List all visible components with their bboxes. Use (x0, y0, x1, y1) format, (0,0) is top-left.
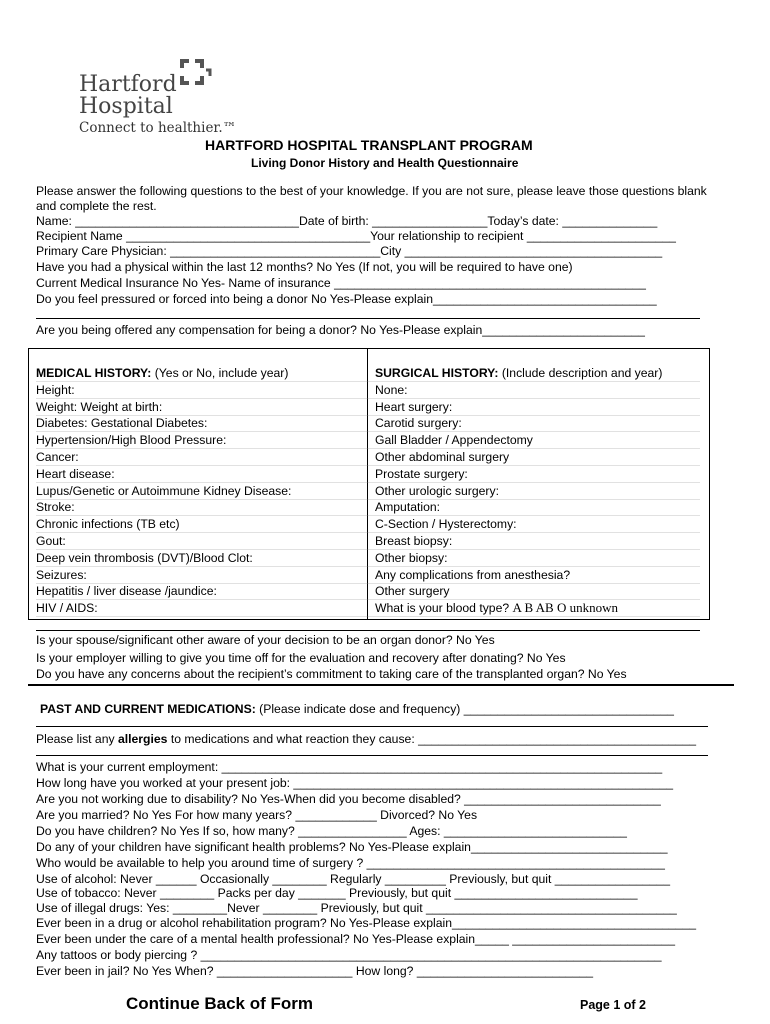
medical-history-row[interactable]: Hepatitis / liver disease /jaundice: (36, 584, 217, 599)
surgical-history-row[interactable]: Prostate surgery: (375, 466, 468, 481)
insurance-field[interactable]: Current Medical Insurance No Yes- Name of insurance ______________________________________________ (36, 276, 646, 290)
medical-history-row[interactable]: Stroke: (36, 500, 75, 515)
divider-line (36, 726, 708, 727)
divider-line (36, 318, 700, 319)
medical-history-title: MEDICAL HISTORY: (36, 366, 152, 380)
surgical-history-heading (375, 366, 662, 380)
tattoos-field[interactable]: Any tattoos or body piercing ? ____________________________________________________________________ (36, 948, 662, 962)
medical-history-heading (36, 366, 288, 380)
table-row-rule (36, 532, 700, 533)
surgical-history-row[interactable]: Other abdominal surgery (375, 450, 510, 464)
intro-line-1: Please answer the following questions to the best of your knowledge. If you are not sure, please leave those questions blank (36, 184, 707, 198)
table-row-rule (36, 482, 700, 483)
table-row-rule (36, 415, 700, 416)
married-question[interactable]: Are you married? No Yes For how many years? ____________ Divorced? No Yes (36, 808, 478, 822)
allergies-label-bold: allergies (117, 732, 168, 746)
surgical-history-note: (Include description and year) (498, 366, 663, 380)
name-dob-date-field[interactable]: Name: _________________________________Date of birth: _________________Today’s date: ______________ (36, 214, 658, 228)
table-row-rule (36, 566, 700, 567)
surgical-history-row[interactable]: Heart surgery: (375, 399, 453, 414)
table-row-rule (36, 381, 700, 382)
medical-history-note: (Yes or No, include year) (151, 366, 289, 380)
surgical-history-row[interactable]: Other biopsy: (375, 550, 448, 565)
medical-history-row[interactable]: Seizures: (36, 567, 87, 582)
surgery-helper-field[interactable]: Who would be available to help you around time of surgery ? ____________________________________________ (36, 856, 665, 870)
medications-field[interactable] (40, 702, 674, 716)
table-row-rule (36, 549, 700, 550)
page-title: HARTFORD HOSPITAL TRANSPLANT PROGRAM (205, 137, 533, 153)
allergies-label-pre: Please list any (36, 732, 118, 746)
blood-type-question[interactable] (375, 601, 618, 615)
section-divider (28, 684, 734, 686)
medical-history-row[interactable]: Heart disease: (36, 466, 115, 481)
surgical-history-row[interactable]: Amputation: (375, 500, 441, 515)
table-column-divider (367, 348, 368, 620)
alcohol-use-field[interactable]: Use of alcohol: Never ______ Occasionally ________ Regularly _________ Previously, but quit _________________ (36, 872, 670, 886)
surgical-history-row[interactable]: Other surgery (375, 584, 450, 599)
compensation-question[interactable]: Are you being offered any compensation for being a donor? No Yes-Please explain________________________ (36, 323, 645, 337)
medical-history-row[interactable]: Hypertension/High Blood Pressure: (36, 433, 227, 448)
table-row-rule (36, 448, 700, 449)
hospital-mark-icon (178, 58, 212, 92)
medical-history-row[interactable]: Height: (36, 382, 75, 397)
table-row-rule (36, 499, 700, 500)
table-row-rule (36, 515, 700, 516)
employer-time-off-question[interactable]: Is your employer willing to give you time off for the evaluation and recovery after donating? No Yes (36, 651, 566, 665)
table-row-rule (36, 465, 700, 466)
medical-history-row[interactable]: Chronic infections (TB etc) (36, 517, 180, 532)
children-question[interactable]: Do you have children? No Yes If so, how many? ________________ Ages: ___________________________ (36, 824, 627, 838)
page-number: Page 1 of 2 (580, 998, 646, 1012)
page-subtitle: Living Donor History and Health Questionnaire (251, 156, 519, 170)
surgical-history-row[interactable]: C-Section / Hysterectomy: (375, 517, 517, 532)
divider-line (36, 630, 700, 631)
job-duration-field[interactable]: How long have you worked at your present job: ________________________________________________________ (36, 776, 674, 790)
disability-question[interactable]: Are you not working due to disability? No Yes-When did you become disabled? _____________________________ (36, 792, 661, 806)
recipient-name-field[interactable]: Recipient Name ____________________________________Your relationship to recipient ______________________ (36, 229, 676, 243)
jail-question[interactable]: Ever been in jail? No Yes When? ____________________ How long? __________________________ (36, 964, 594, 978)
medical-history-row[interactable]: Weight: Weight at birth: (36, 399, 163, 414)
children-health-question[interactable]: Do any of your children have significant health problems? No Yes-Please explain_____________________________ (36, 840, 668, 854)
physical-exam-question[interactable]: Have you had a physical within the last 12 months? No Yes (If not, you will be required to have one) (36, 260, 573, 274)
intro-line-2: and complete the rest. (36, 199, 157, 213)
surgical-history-row[interactable]: Other urologic surgery: (375, 483, 499, 498)
surgical-history-title: SURGICAL HISTORY: (375, 366, 499, 380)
table-row-rule (36, 583, 700, 584)
mental-health-question[interactable]: Ever been under the care of a mental health professional? No Yes-Please explain_____ ________________________ (36, 932, 675, 946)
pressured-donor-question[interactable]: Do you feel pressured or forced into being a donor No Yes-Please explain_________________________________ (36, 292, 657, 306)
allergies-label-post: to medications and what reaction they cause: _________________________________________ (167, 732, 697, 746)
medical-history-row[interactable]: Gout: (36, 534, 66, 548)
medications-heading: PAST AND CURRENT MEDICATIONS: (40, 702, 256, 716)
medical-history-row[interactable]: Lupus/Genetic or Autoimmune Kidney Disease: (36, 483, 292, 498)
surgical-history-row[interactable]: Any complications from anesthesia? (375, 567, 571, 582)
medical-history-row[interactable]: Cancer: (36, 450, 79, 464)
spouse-aware-question[interactable]: Is your spouse/significant other aware of your decision to be an organ donor? No Yes (36, 633, 495, 647)
surgical-history-row[interactable]: Gall Bladder / Appendectomy (375, 433, 533, 448)
tobacco-use-field[interactable]: Use of tobacco: Never ________ Packs per day _______ Previously, but quit ___________________________ (36, 886, 638, 900)
surgical-history-row[interactable]: None: (375, 382, 408, 397)
rehab-question[interactable]: Ever been in a drug or alcohol rehabilitation program? No Yes-Please explain____________________________________ (36, 916, 696, 930)
medical-history-row[interactable]: Diabetes: Gestational Diabetes: (36, 416, 208, 431)
surgical-history-row[interactable]: Carotid surgery: (375, 416, 462, 431)
divider-line (36, 755, 708, 756)
logo-line-hartford: Hartford (79, 72, 177, 97)
continue-back-label: Continue Back of Form (126, 994, 314, 1013)
table-row-rule (36, 431, 700, 432)
surgical-history-row[interactable]: Breast biopsy: (375, 534, 453, 548)
logo-tagline: Connect to healthier.™ (79, 120, 237, 136)
allergies-field[interactable] (36, 732, 696, 746)
table-row-rule (36, 616, 700, 617)
blood-type-options[interactable]: A B AB O unknown (512, 600, 618, 616)
employment-field[interactable]: What is your current employment: _________________________________________________________________ (36, 760, 663, 774)
medical-history-row[interactable]: HIV / AIDS: (36, 601, 98, 616)
medical-history-row[interactable]: Deep vein thrombosis (DVT)/Blood Clot: (36, 550, 253, 565)
illegal-drugs-field[interactable]: Use of illegal drugs: Yes: ________Never ________ Previously, but quit _____________________________________ (36, 901, 677, 915)
primary-physician-field[interactable]: Primary Care Physician: _______________________________City ______________________________________ (36, 244, 663, 258)
blood-type-label: What is your blood type? (375, 601, 513, 616)
medications-note: (Please indicate dose and frequency) _______________________________ (255, 702, 674, 716)
logo-line-hospital: Hospital (79, 94, 173, 119)
recipient-commitment-question[interactable]: Do you have any concerns about the recipient’s commitment to taking care of the transplanted organ? No Yes (36, 667, 627, 681)
table-row-rule (36, 398, 700, 399)
